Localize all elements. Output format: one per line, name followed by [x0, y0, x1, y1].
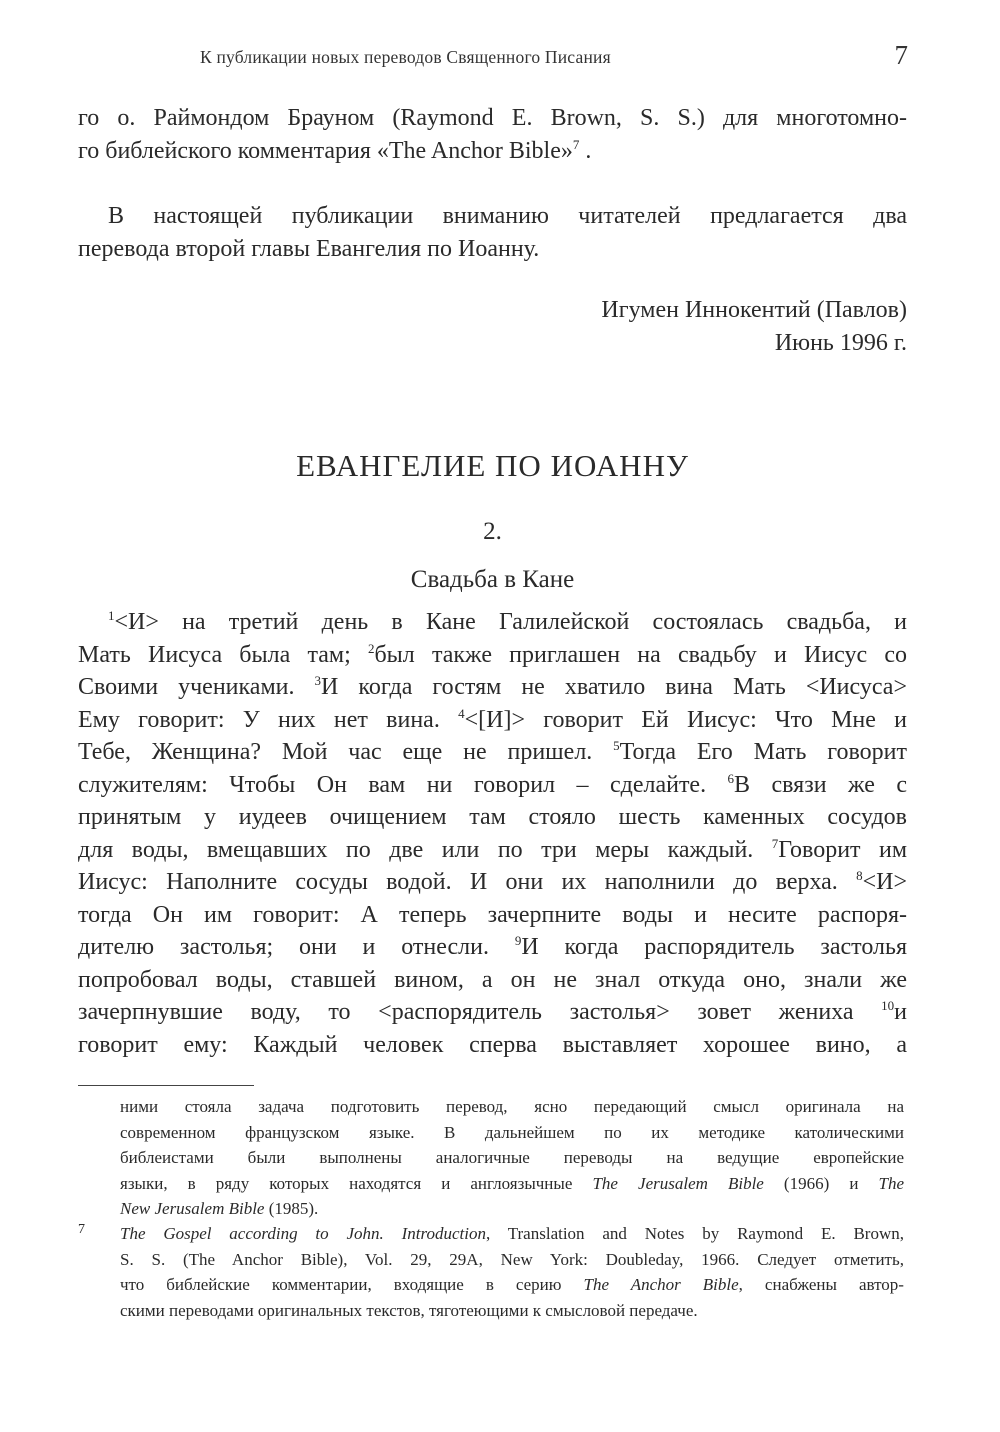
- text-run: И когда гостям не хватило вина Мать <Иисуса>: [321, 674, 907, 700]
- text-run: что библейские комментарии, входящие в серию: [120, 1275, 584, 1294]
- text-run: Говорит им: [778, 836, 907, 863]
- gospel-text: [78, 606, 907, 1061]
- verse-number: 3: [314, 673, 322, 688]
- verse-number: 10: [881, 998, 895, 1013]
- text-run: <И> на третий день в Кане Галилейской состоялась свадьба, и: [114, 609, 907, 635]
- text-run: был также приглашен на свадьбу и Иисус со: [374, 641, 907, 668]
- footnote-line: [120, 1196, 904, 1222]
- footnote-7: [120, 1221, 904, 1323]
- chapter-number: 2.: [483, 518, 502, 545]
- gospel-line: [78, 801, 907, 834]
- intro-line: го библейского комментария «The Anchor Bible»$^7$ .: [78, 136, 592, 164]
- verse-number: 9: [514, 933, 522, 948]
- text-run: тогда Он им говорит: А теперь зачерпните воды и несите распоря-: [78, 901, 907, 928]
- page-number: 7: [894, 40, 908, 70]
- footnote-line: [120, 1145, 904, 1171]
- text-run: <И>: [862, 869, 907, 895]
- verse-number: 4: [458, 705, 465, 721]
- pericope-title: Свадьба в Кане: [410, 566, 575, 593]
- text-run: Ему говорит: У них нет вина.: [78, 706, 459, 733]
- footnote-line: [120, 1120, 904, 1146]
- footnote-continuation: [120, 1094, 904, 1222]
- intro-line: В настоящей публикации вниманию читателей предлагается два: [108, 203, 907, 229]
- footnote-line: [120, 1298, 904, 1324]
- italic-title: The Gospel according to John. Introduction: [120, 1224, 486, 1243]
- text-run: Иисус: Наполните сосуды водой. И они их наполнили до верха.: [78, 869, 857, 895]
- gospel-line: [78, 671, 907, 704]
- text-run: для воды, вмещавших по две или по три меры каждый.: [78, 836, 772, 863]
- italic-title: New Jerusalem Bible: [120, 1199, 265, 1218]
- gospel-line: [78, 736, 907, 769]
- text-run: попробовал воды, ставшей вином, а он не знал откуда оно, знали же: [78, 966, 907, 993]
- verse-number: 8: [856, 868, 863, 883]
- italic-title: The Anchor Bible: [583, 1275, 739, 1294]
- text-run: (1966) и: [763, 1173, 879, 1193]
- gospel-line: [78, 996, 907, 1029]
- text-run: зачерпнувшие воду, то <распорядитель застолья> зовет жениха: [78, 999, 882, 1025]
- running-title: К публикации новых переводов Священного Писания: [200, 47, 611, 67]
- text-run: , снабжены автор-: [738, 1275, 904, 1294]
- text-run: ними стояла задача подготовить перевод, ясно передающий смысл оригинала на: [120, 1097, 904, 1116]
- gospel-line: [78, 704, 907, 737]
- signature: [78, 294, 907, 359]
- gospel-line: [78, 931, 907, 964]
- signature-date: Июнь 1996 г.: [774, 329, 907, 356]
- italic-title: The Jerusalem Bible: [592, 1173, 764, 1193]
- footnote-ref: 7: [572, 136, 580, 152]
- footnote-rule: [78, 1085, 254, 1086]
- text-run: современном французском языке. В дальнейшем по их методике католическими: [120, 1122, 904, 1142]
- gospel-line: [78, 834, 907, 867]
- text-run: служителям: Чтобы Он вам ни говорил – сделайте.: [78, 771, 728, 798]
- text-run: В связи же с: [734, 771, 907, 798]
- gospel-line: [78, 964, 907, 997]
- text-run: языки, в ряду которых находятся и англоязычные: [120, 1173, 593, 1193]
- gospel-line: [78, 606, 907, 639]
- text-run: Своими учениками.: [78, 674, 315, 700]
- footnote-number: 7: [78, 1222, 85, 1237]
- gospel-line: [78, 899, 907, 932]
- gospel-line: [78, 1029, 907, 1062]
- intro-paragraph: [78, 102, 907, 167]
- section-title: ЕВАНГЕЛИЕ ПО ИОАННУ: [296, 448, 689, 483]
- text-run: И когда распорядитель застолья: [521, 934, 907, 960]
- italic-title: The: [878, 1173, 904, 1193]
- gospel-line: [78, 866, 907, 899]
- verse-number: 1: [108, 608, 115, 623]
- intro-line: го о. Раймондом Брауном (Raymond E. Brown, S. S.) для многотомно-: [78, 105, 907, 131]
- footnote-line: [120, 1221, 904, 1247]
- text-run: Мать Иисуса была там;: [78, 641, 368, 668]
- footnote-line: [120, 1094, 904, 1120]
- footnote-line: [120, 1171, 904, 1197]
- text-run: говорит ему: Каждый человек сперва выставляет хорошее вино, а: [78, 1031, 907, 1058]
- text-run: Тогда Его Мать говорит: [619, 739, 907, 765]
- gospel-line: [78, 769, 907, 802]
- gospel-line: [78, 639, 907, 672]
- verse-number: 5: [613, 738, 620, 753]
- text-run: библеистами были выполнены аналогичные переводы на ведущие европейские: [120, 1148, 904, 1167]
- text-run: Тебе, Женщина? Мой час еще не пришел.: [78, 739, 614, 765]
- intro-paragraph-2: [78, 200, 907, 265]
- text-run: и: [894, 999, 907, 1025]
- text-run: скими переводами оригинальных текстов, тяготеющими к смысловой передаче.: [120, 1300, 698, 1320]
- verse-number: 7: [771, 835, 779, 851]
- footnote-line: [120, 1247, 904, 1273]
- text-run: , Translation and Notes by Raymond E. Brown,: [485, 1224, 904, 1243]
- text-run: принятым у иудеев очищением там стояло шесть каменных сосудов: [78, 804, 907, 830]
- text-run: <[И]> говорит Ей Иисус: Что Мне и: [464, 706, 907, 733]
- verse-number: 6: [727, 770, 735, 786]
- text-run: S. S. (The Anchor Bible), Vol. 29, 29A, New York: Doubleday, 1966. Следует отметить,: [120, 1249, 904, 1269]
- text-run: дителю застолья; они и отнесли.: [78, 934, 515, 960]
- verse-number: 2: [367, 640, 375, 656]
- signature-name: Игумен Иннокентий (Павлов): [601, 297, 907, 323]
- footnote-line: [120, 1272, 904, 1298]
- text-run: (1985).: [264, 1199, 319, 1218]
- intro-line: перевода второй главы Евангелия по Иоанну.: [78, 235, 540, 262]
